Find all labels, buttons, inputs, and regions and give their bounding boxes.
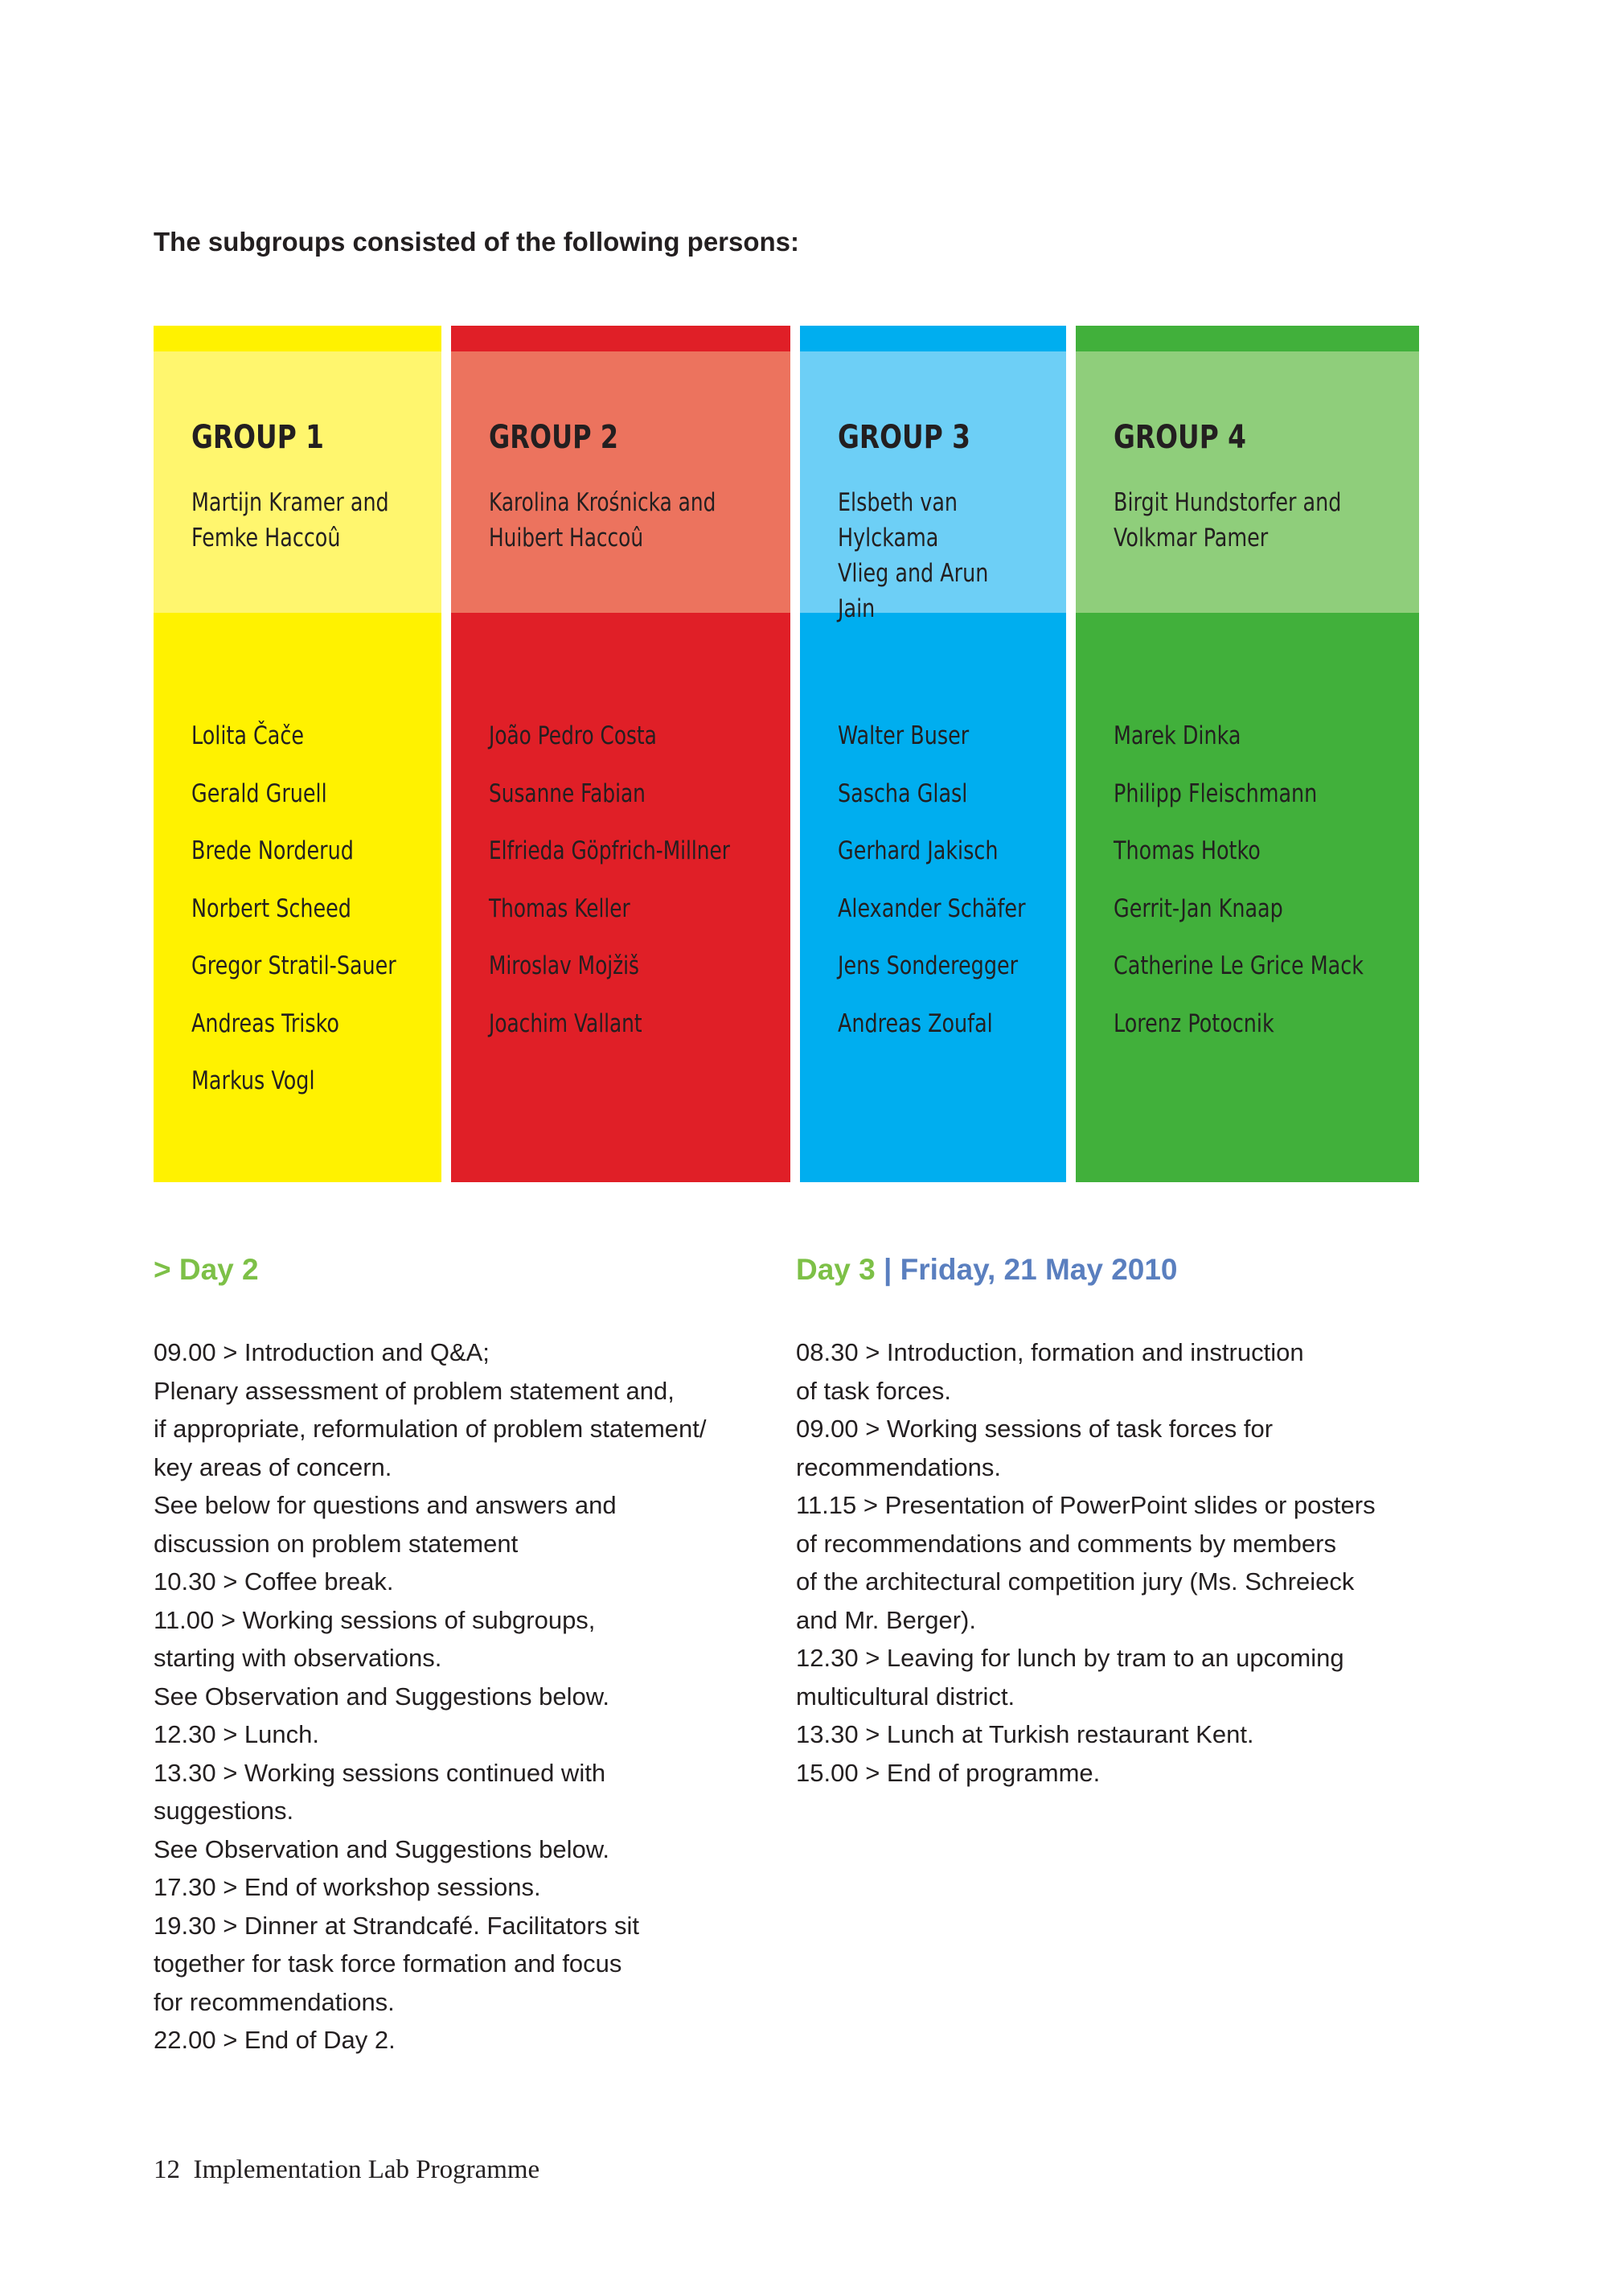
group-2-member: Joachim Vallant [488,1008,642,1038]
heading-separator: | [884,1253,892,1286]
group-3-body [800,613,1067,1182]
group-1-title: GROUP 1 [191,419,324,456]
group-4-member: Catherine Le Grice Mack [1114,951,1364,980]
day-2-schedule: 09.00 > Introduction and Q&A; Plenary assessment of problem statement and, if appropriate, reformulation of problem statement/ key areas of concern. See below for questions and answers and discussion on problem statement 10.30 > Coffee break. 11.00 > Working sessions of subgroups, starting with observations. See Observation and Suggestions below. 12.30 > Lunch. 13.30 > Working sessions continued with suggestions. See Observation and Suggestions below. 17.30 > End of workshop sessions. 19.30 > Dinner at Strandcafé. Facilitators sit together for task force formation and focus for recommendations. 22.00 > End of Day 2. [154,1338,707,2054]
intro-text: The subgroups consisted of the following persons: [154,227,800,257]
group-1-header [154,351,441,613]
group-3-facilitators: Elsbeth van Hylckama Vlieg and Arun Jain [837,488,988,623]
group-2-header [451,351,790,613]
group-2-title: GROUP 2 [488,419,618,456]
group-2-member: Susanne Fabian [488,778,646,808]
group-1-member: Gregor Stratil-Sauer [191,951,396,980]
day-3-date: Friday, 21 May 2010 [900,1253,1178,1286]
group-2-member: Elfrieda Göpfrich-Millner [488,836,730,865]
page-footer [154,2155,539,2185]
group-3-member-list [838,708,1067,1053]
group-4-facilitators: Birgit Hundstorfer and Volkmar Pamer [1114,488,1342,552]
group-3-member: Jens Sonderegger [837,951,1018,980]
group-3-member: Sascha Glasl [837,778,967,808]
group-4-member: Gerrit-Jan Knaap [1114,893,1284,923]
group-1-member-list [191,708,441,1111]
group-3-title: GROUP 3 [837,419,970,456]
day-3-heading [796,1253,1178,1287]
group-2-body [451,613,790,1182]
group-1-member: Norbert Scheed [191,893,351,923]
group-4-header [1076,351,1418,613]
group-3-member: Alexander Schäfer [837,893,1026,923]
group-1-member: Lolita Čače [191,721,304,750]
day-3-schedule: 08.30 > Introduction, formation and instruction of task forces. 09.00 > Working sessions of task forces for recommendations. 11.15 > Presentation of PowerPoint slides or posters of recommendations and comments by members of the architectural competition jury (Ms. Schreieck and Mr. Berger). 12.30 > Leaving for lunch by tram to an upcoming multicultural district. 13.30 > Lunch at Turkish restaurant Kent. 15.00 > End of programme. [796,1338,1376,1787]
group-3-card [800,326,1067,1182]
group-2-card [451,326,790,1182]
group-4-body [1076,613,1418,1182]
day-3-label: Day 3 [796,1253,876,1286]
group-2-member: Miroslav Mojžiš [488,951,639,980]
group-1-member: Gerald Gruell [191,778,327,808]
group-2-member-list [489,708,790,1053]
group-1-member: Markus Vogl [191,1066,315,1095]
group-4-card [1076,326,1418,1182]
group-3-member: Gerhard Jakisch [837,836,999,865]
group-1-member: Brede Norderud [191,836,354,865]
groups-grid [154,326,1414,1182]
footer-title: Implementation Lab Programme [193,2155,540,2184]
group-4-member: Lorenz Potocnik [1114,1008,1275,1038]
day-2-heading: > Day 2 [154,1253,259,1286]
group-1-facilitators: Martijn Kramer and Femke Haccoû [191,488,389,552]
group-3-member: Walter Buser [837,721,969,750]
group-4-member-list [1114,708,1418,1053]
group-1-member: Andreas Trisko [191,1008,339,1038]
group-4-member: Thomas Hotko [1114,836,1261,865]
page-number: 12 [154,2155,180,2184]
group-3-top-bar [800,326,1067,351]
group-2-member: Thomas Keller [488,893,630,923]
group-2-member: João Pedro Costa [488,721,657,750]
group-3-member: Andreas Zoufal [837,1008,993,1038]
group-1-body [154,613,441,1182]
group-2-facilitators: Karolina Krośnicka and Huibert Haccoû [488,488,716,552]
group-2-top-bar [451,326,790,351]
group-1-card [154,326,441,1182]
group-4-top-bar [1076,326,1418,351]
group-1-top-bar [154,326,441,351]
group-3-header [800,351,1067,623]
group-4-member: Philipp Fleischmann [1114,778,1318,808]
group-4-member: Marek Dinka [1114,721,1241,750]
group-4-title: GROUP 4 [1114,419,1247,456]
